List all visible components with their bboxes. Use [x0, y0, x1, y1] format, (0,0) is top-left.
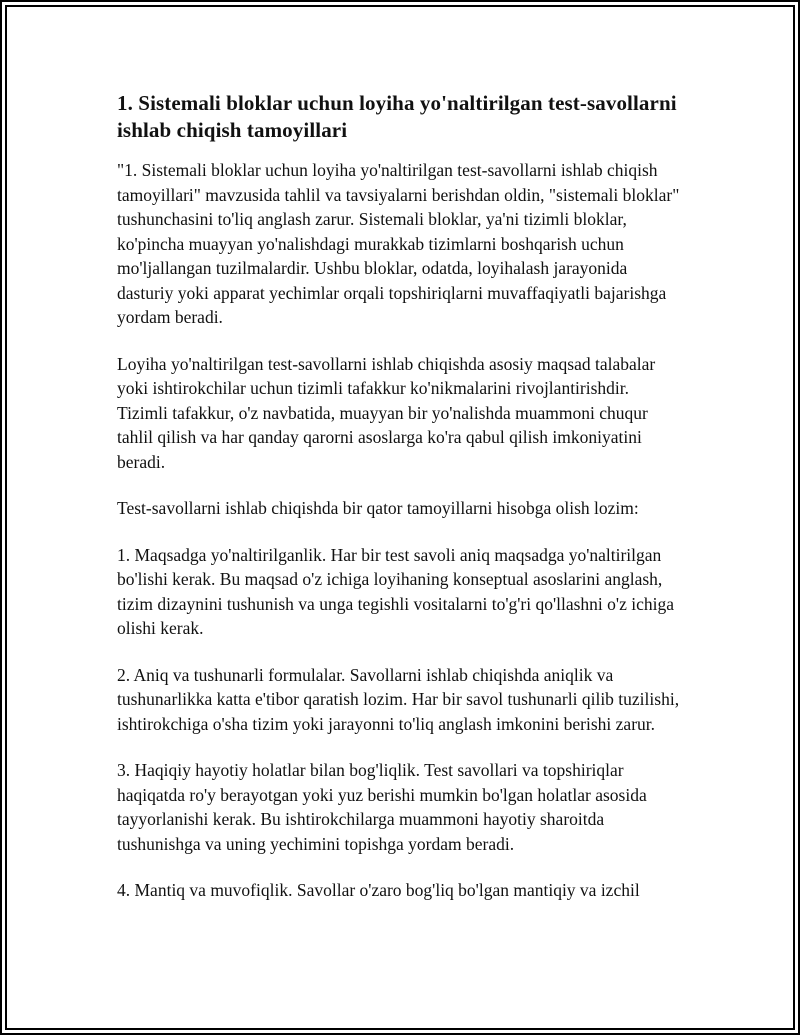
document-content	[117, 90, 683, 925]
paragraph-principle-4-truncated: 4. Mantiq va muvofiqlik. Savollar o'zaro bog'liq bo'lgan mantiqiy va izchil	[117, 880, 640, 900]
paragraph-principles-lead: Test-savollarni ishlab chiqishda bir qator tamoyillarni hisobga olish lozim:	[117, 498, 639, 518]
paragraph-principle-3: 3. Haqiqiy hayotiy holatlar bilan bog'liqlik. Test savollari va topshiriqlar haqiqatda ro'y berayotgan yoki yuz berishi mumkin bo'lgan holatlar asosida tayyorlanishi kerak. Bu ishtirokchilarga muammoni hayotiy sharoitda tushunishga va uning yechimini topishga yordam beradi.	[117, 760, 647, 854]
paragraph-principle-2: 2. Aniq va tushunarli formulalar. Savollarni ishlab chiqishda aniqlik va tushunarlikka katta e'tibor qaratish lozim. Har bir savol tushunarli qilib tuzilishi, ishtirokchiga o'sha tizim yoki jarayonni to'liq anglash imkonini berishi zarur.	[117, 664, 680, 734]
document-title: 1. Sistemali bloklar uchun loyiha yo'naltirilgan test-savollarni ishlab chiqish tamoyillari	[117, 91, 677, 142]
paragraph-principle-1: 1. Maqsadga yo'naltirilganlik. Har bir test savoli aniq maqsadga yo'naltirilgan bo'lishi kerak. Bu maqsad o'z ichiga loyihaning konseptual asoslarini anglash, tizim dizaynini tushunish va unga tegishli vositalarni to'g'ri qo'llashni o'z ichiga olishi kerak.	[117, 544, 674, 638]
paragraph-goal: Loyiha yo'naltirilgan test-savollarni ishlab chiqishda asosiy maqsad talabalar yoki ishtirokchilar uchun tizimli tafakkur ko'nikmalarini rivojlantirishdir. Tizimli tafakkur, o'z navbatida, muayyan bir yo'nalishda muammoni chuqur tahlil qilish va har qanday qarorni asoslarga ko'ra qabul qilish imkoniyatini beradi.	[117, 353, 656, 472]
paragraph-intro: "1. Sistemali bloklar uchun loyiha yo'naltirilgan test-savollarni ishlab chiqish tamoyillari" mavzusida tahlil va tavsiyalarni berishdan oldin, "sistemali bloklar" tushunchasini to'liq anglash zarur. Sistemali bloklar, ya'ni tizimli bloklar, ko'pincha muayyan yo'nalishdagi murakkab tizimlarni boshqarish uchun mo'ljallangan tuzilmalardir. Ushbu bloklar, odatda, loyihalash jarayonida dasturiy yoki apparat yechimlar orqali topshiriqlarni muvaffaqiyatli bajarishga yordam beradi.	[117, 160, 680, 327]
